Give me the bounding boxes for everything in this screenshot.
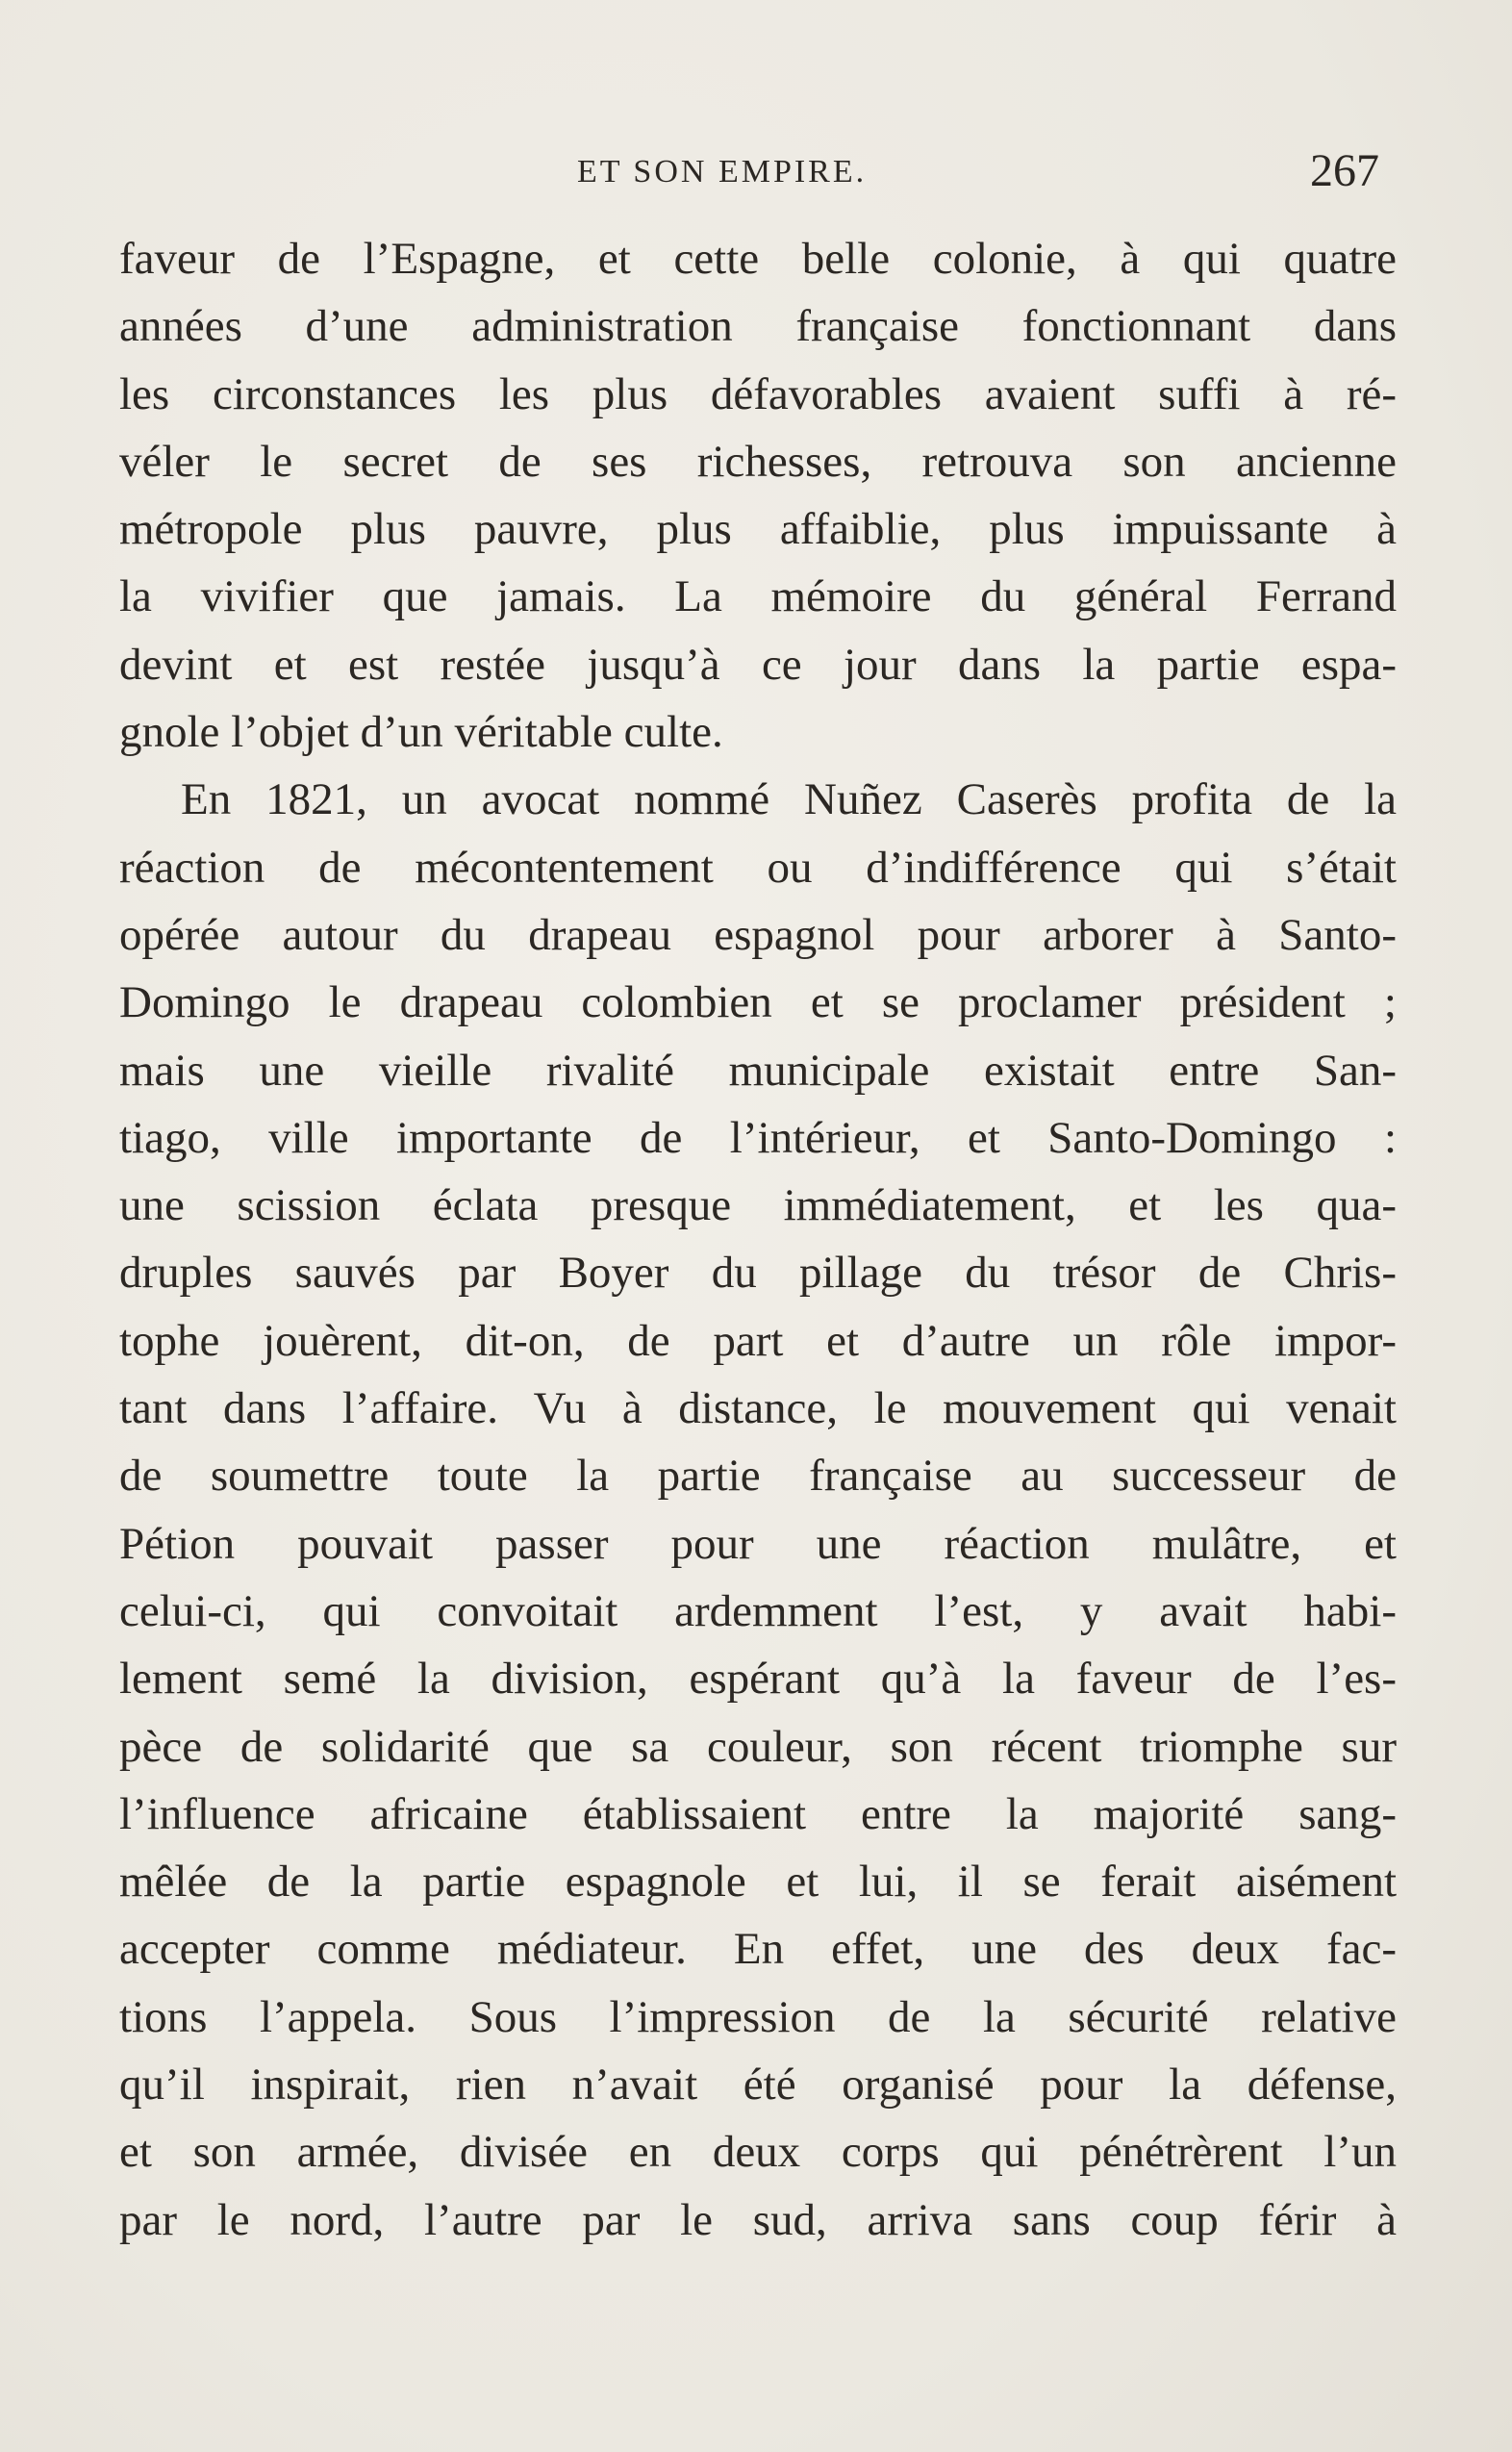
text-line: lement semé la division, espérant qu’à la faveur de l’es- — [119, 1654, 1397, 1705]
text-line: réaction de mécontentement ou d’indifférence qui s’était — [119, 842, 1397, 893]
text-line: tiago, ville importante de l’intérieur, et Santo-Domingo : — [119, 1112, 1397, 1163]
text-line: les circonstances les plus défavorables avaient suffi à ré- — [119, 368, 1397, 419]
text-line: qu’il inspirait, rien n’avait été organisé pour la défense, — [119, 2060, 1397, 2111]
running-header: ET SON EMPIRE. — [577, 154, 868, 190]
text-line: de soumettre toute la partie française au successeur de — [119, 1451, 1397, 1502]
text-line: mêlée de la partie espagnole et lui, il se ferait aisément — [119, 1857, 1397, 1908]
text-line: tophe jouèrent, dit-on, de part et d’autre un rôle impor- — [119, 1315, 1397, 1366]
text-line: la vivifier que jamais. La mémoire du général Ferrand — [119, 571, 1397, 622]
text-line: devint et est restée jusqu’à ce jour dans la partie espa- — [119, 639, 1397, 690]
text-line: une scission éclata presque immédiatement, et les qua- — [119, 1180, 1397, 1231]
text-line: l’influence africaine établissaient entre la majorité sang- — [119, 1788, 1397, 1839]
text-line: et son armée, divisée en deux corps qui pénétrèrent l’un — [119, 2127, 1397, 2178]
text-line: années d’une administration française fonctionnant dans — [119, 301, 1397, 352]
text-line: accepter comme médiateur. En effet, une des deux fac- — [119, 1924, 1397, 1975]
body-text — [119, 225, 1397, 2254]
text-line: Domingo le drapeau colombien et se proclamer président ; — [119, 977, 1397, 1028]
page-number: 267 — [1310, 145, 1379, 196]
text-line: opérée autour du drapeau espagnol pour arborer à Santo- — [119, 909, 1397, 960]
text-line: celui-ci, qui convoitait ardemment l’est, y avait habi- — [119, 1585, 1397, 1636]
text-line: mais une vieille rivalité municipale existait entre San- — [119, 1045, 1397, 1096]
text-line: faveur de l’Espagne, et cette belle colonie, à qui quatre — [119, 234, 1397, 284]
text-line: par le nord, l’autre par le sud, arriva sans coup férir à — [119, 2194, 1397, 2245]
text-line: véler le secret de ses richesses, retrouva son ancienne — [119, 436, 1397, 487]
text-line: druples sauvés par Boyer du pillage du trésor de Chris- — [119, 1248, 1397, 1299]
text-line: En 1821, un avocat nommé Nuñez Caserès profita de la — [181, 774, 1397, 825]
text-line: gnole l’objet d’un véritable culte. — [119, 707, 723, 758]
text-line: tions l’appela. Sous l’impression de la sécurité relative — [119, 1991, 1397, 2042]
text-line: pèce de solidarité que sa couleur, son récent triomphe sur — [119, 1721, 1397, 1772]
text-line: tant dans l’affaire. Vu à distance, le mouvement qui venait — [119, 1383, 1397, 1434]
text-line: métropole plus pauvre, plus affaiblie, plus impuissante à — [119, 504, 1397, 555]
text-line: Pétion pouvait passer pour une réaction mulâtre, et — [119, 1518, 1397, 1569]
